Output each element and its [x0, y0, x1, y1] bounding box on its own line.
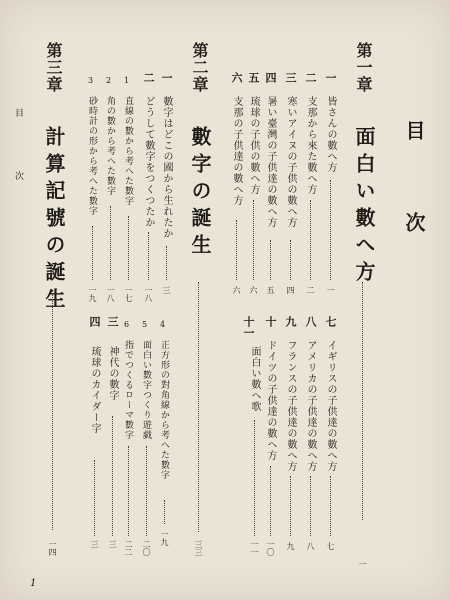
ch1-entry-text: 琉球の子供の數へ方: [248, 96, 259, 195]
ch1-entry-text: 支那の子供達の數へ方: [231, 96, 242, 206]
ch2-entry-text: 數字はどこの國から生れたか: [161, 96, 172, 239]
running-head: 目 次: [13, 108, 23, 202]
ch2-sub-text: 指でつくるローマ數字: [123, 340, 133, 440]
ch1-entry-text: 暑い臺灣の子供達の數へ方: [265, 96, 276, 228]
chapter-1-page: 一: [358, 560, 367, 568]
ch2-entry-page: 三: [162, 286, 171, 294]
ch2-entry-leader: [94, 460, 96, 536]
ch2-sub-text: 角の數から考へた數字: [105, 96, 115, 196]
ch2-entry-text: どうして數字をつくつたか: [143, 96, 154, 228]
ch1-entry-num: 一: [324, 72, 337, 83]
ch2-sub-text: 直線の數から考へた數字: [123, 96, 133, 206]
ch2-sub-leader: [164, 500, 166, 524]
ch1-entry-num: 六: [230, 72, 243, 83]
ch1-entry-page: 六: [249, 286, 258, 294]
chapter-1-leader: [362, 282, 364, 520]
ch2-sub-num: 2: [104, 76, 113, 85]
ch1-entry-leader: [236, 220, 238, 280]
ch1-entry-page: 九: [286, 542, 295, 550]
ch2-entry-num: 四: [88, 316, 101, 327]
page-number: 1: [30, 578, 37, 589]
chapter-3-number: 第三章: [44, 42, 63, 93]
chapter-2-leader: [198, 282, 200, 532]
toc-heading: 目 次: [402, 120, 426, 258]
ch2-entry-num: 一: [160, 72, 173, 83]
ch1-entry-leader: [310, 200, 312, 280]
ch1-entry-leader: [330, 180, 332, 280]
ch1-entry-num: 十: [264, 316, 277, 327]
ch2-sub-num: 3: [86, 76, 95, 85]
ch2-sub-text: 砂時計の形から考へた數字: [87, 96, 97, 216]
ch2-entry-leader: [148, 232, 150, 280]
ch2-entry-leader: [166, 246, 168, 280]
ch2-entry-text: 琉球のカイダー字: [89, 346, 100, 434]
ch1-entry-text: イギリスの子供達の數へ方: [325, 340, 336, 472]
ch1-entry-page: 八: [306, 542, 315, 550]
ch1-entry-num: 九: [284, 316, 297, 327]
chapter-2-number: 第二章: [190, 42, 209, 93]
ch1-entry-num: 三: [284, 72, 297, 83]
ch1-entry-page: 一: [326, 286, 335, 294]
ch2-sub-leader: [92, 226, 94, 280]
chapter-1-number: 第一章: [354, 42, 373, 93]
ch2-sub-num: 5: [140, 320, 149, 329]
ch2-entry-leader: [112, 416, 114, 536]
ch2-sub-page: 二二: [124, 540, 133, 556]
ch1-entry-page: 一一: [250, 540, 259, 556]
ch2-sub-page: 一九: [160, 530, 169, 546]
ch1-entry-page: 二: [306, 286, 315, 294]
ch1-entry-leader: [310, 476, 312, 536]
ch1-entry-text: 支那から來た數へ方: [305, 96, 316, 195]
ch2-sub-leader: [128, 216, 130, 280]
ch1-entry-text: ドイツの子供達の數へ方: [265, 340, 276, 461]
ch1-entry-leader: [253, 200, 255, 280]
ch2-sub-page: 二〇: [142, 540, 151, 556]
ch2-entry-text: 神代の數字: [107, 346, 118, 401]
ch2-entry-page: 一八: [144, 286, 153, 302]
ch1-entry-text: 皆さんの數へ方: [325, 96, 336, 173]
ch1-entry-num: 七: [324, 316, 337, 327]
ch2-sub-text: 面白い數字つくり遊戯: [141, 340, 151, 440]
ch1-entry-num: 二: [304, 72, 317, 83]
ch1-entry-leader: [330, 476, 332, 536]
ch2-sub-num: 6: [122, 320, 131, 329]
ch1-entry-leader: [270, 466, 272, 536]
ch2-sub-page: 一八: [106, 286, 115, 302]
ch2-sub-page: 一九: [88, 286, 97, 302]
ch2-entry-page: 三: [108, 540, 117, 548]
chapter-3-page: 一四: [48, 540, 57, 556]
ch1-entry-page: 五: [266, 286, 275, 294]
ch1-entry-leader: [254, 420, 256, 536]
ch2-sub-num: 1: [122, 76, 131, 85]
ch1-entry-leader: [290, 476, 292, 536]
chapter-2-title: 數字の誕生: [188, 126, 212, 261]
ch1-entry-text: フランスの子供達の數へ方: [285, 340, 296, 472]
chapter-3-leader: [52, 290, 54, 530]
ch2-sub-leader: [110, 206, 112, 280]
ch2-entry-page: 三: [90, 540, 99, 548]
ch2-sub-text: 正方形の對角線から考へた數字: [159, 340, 169, 480]
ch2-sub-num: 4: [158, 320, 167, 329]
ch2-sub-leader: [146, 446, 148, 536]
ch1-entry-text: 寒いアイヌの子供の數へ方: [285, 96, 296, 228]
ch1-entry-page: 六: [232, 286, 241, 294]
ch1-entry-leader: [270, 240, 272, 280]
ch2-sub-page: 一七: [124, 286, 133, 302]
ch1-entry-text: アメリカの子供達の數へ方: [305, 340, 316, 472]
ch1-entry-leader: [290, 240, 292, 280]
ch1-entry-page: 一〇: [266, 540, 275, 556]
chapter-3-title: 計算記號の誕生: [42, 126, 66, 315]
ch1-entry-num: 四: [264, 72, 277, 83]
ch1-entry-text: 面白い數へ歌: [249, 346, 260, 412]
ch1-entry-page: 七: [326, 542, 335, 550]
ch2-sub-leader: [128, 446, 130, 536]
chapter-2-page: 三三: [194, 540, 203, 556]
ch1-entry-num: 十一: [242, 316, 255, 338]
chapter-1-title: 面白い數へ方: [352, 126, 376, 288]
ch1-entry-num: 五: [247, 72, 260, 83]
ch2-entry-num: 二: [142, 72, 155, 83]
ch2-entry-num: 三: [106, 316, 119, 327]
ch1-entry-page: 四: [286, 286, 295, 294]
ch1-entry-num: 八: [304, 316, 317, 327]
